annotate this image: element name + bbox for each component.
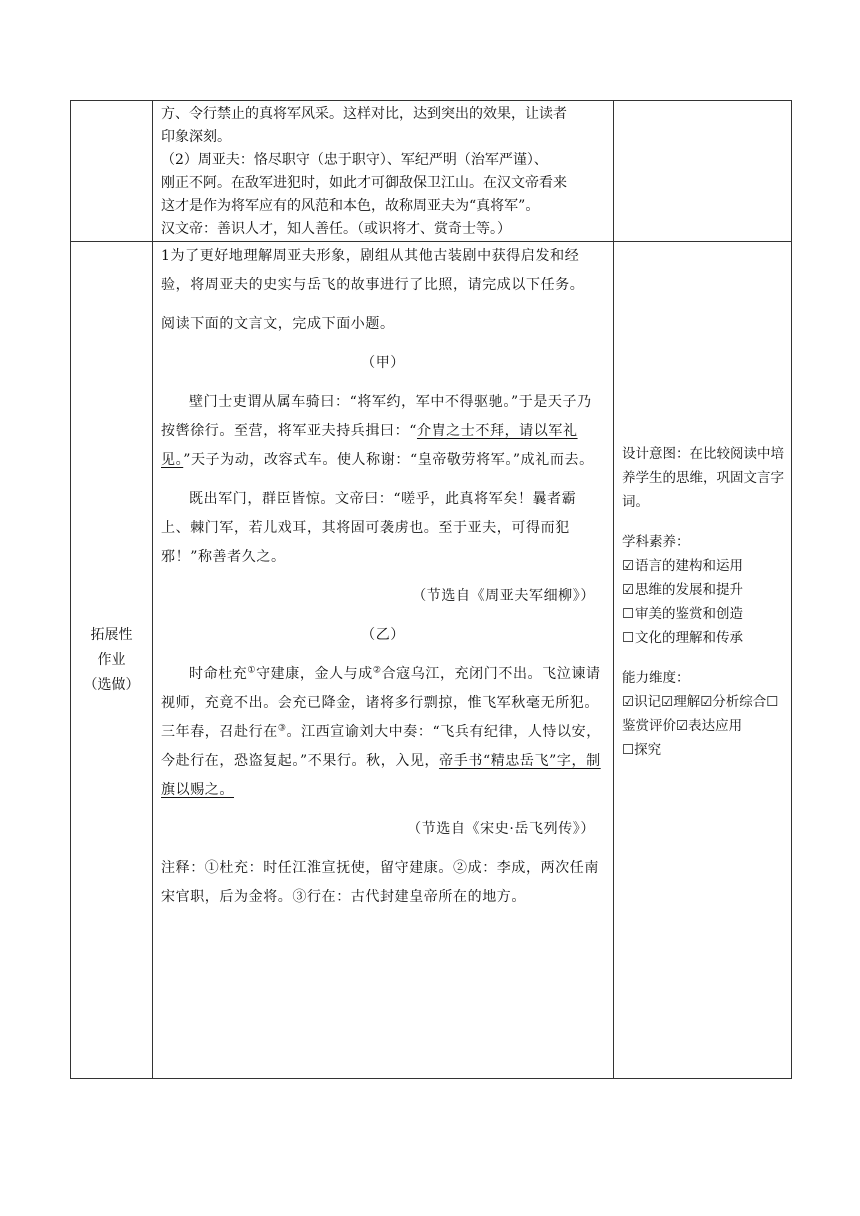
analysis-cell (153, 101, 614, 242)
analysis-line: 刚正不阿。在敌军进犯时，如此才可御敌保卫江山。在汉文帝看来 (161, 175, 567, 191)
row-label-line: 拓展性 (90, 626, 133, 643)
jia-underlined-sentence: 介胄之士不拜，请以军礼见。 (161, 423, 578, 468)
literacy-label: 审美的鉴赏和创造 (635, 606, 743, 622)
label-cell-empty (71, 101, 153, 242)
analysis-line: （2）周亚夫：恪尽职守（忠于职守）、军纪严明（治军严谨）、 (161, 152, 548, 168)
jia-text: 壁门士吏谓从属车骑曰：“将军约，军中不得驱驰。”于是天子乃按辔徐行。至营，将军亚夫持兵揖曰：“ (161, 394, 592, 439)
analysis-line: 印象深刻。 (161, 129, 231, 145)
annotation-notes: 注释：①杜充：时任江淮宣抚使，留守建康。②成：李成，两次任南宋官职，后为金将。③行在：古代封建皇帝所在的地方。 (161, 860, 599, 905)
passage-jia-title: （甲） (361, 355, 405, 371)
ability-title: 能力维度： (622, 670, 690, 686)
footnote-mark: ③ (277, 723, 287, 734)
passage-jia-paragraph-1 (161, 388, 605, 475)
analysis-line: 这才是作为将军应有的风范和本色，故称周亚夫为“真将军”。 (161, 198, 540, 214)
passage-yi-title: （乙） (361, 627, 405, 643)
row-label-line: 作业 (97, 651, 126, 668)
literacy-item (622, 578, 785, 602)
design-notes (614, 242, 791, 762)
analysis-line: 汉文帝：善识人才，知人善任。（或识将才、赏奇士等。） (161, 221, 511, 237)
task-content (153, 242, 613, 912)
passage-jia-source: （节选自《周亚夫军细柳》） (412, 588, 595, 604)
literacy-item (622, 554, 785, 578)
task-cell (153, 242, 614, 1079)
task-intro: 1为了更好地理解周亚夫形象，剧组从其他古装剧中获得启发和经验，将周亚夫的史实与岳飞的故事进行了比照，请完成以下任务。 (161, 248, 585, 293)
checked-box-icon: ☑ (622, 582, 635, 598)
row-label-line: （选做） (83, 676, 140, 693)
yi-text: 守建康，金人与成 (256, 666, 373, 682)
ability-list: ☑识记☑理解☑分析综合☐鉴赏评价☑表达应用 (622, 694, 779, 734)
literacy-label: 思维的发展和提升 (635, 582, 743, 598)
passage-yi-paragraph (161, 660, 605, 805)
row-label (71, 623, 152, 698)
yi-text: 时命杜充 (189, 666, 248, 682)
checked-box-icon: ☑ (622, 558, 635, 574)
design-cell (614, 242, 792, 1079)
footnote-mark: ② (372, 665, 382, 676)
row-label-cell (71, 242, 153, 1079)
literacy-label: 文化的理解和传承 (635, 630, 743, 646)
unchecked-box-icon: ☐ (622, 630, 635, 646)
unchecked-box-icon: ☐ (622, 606, 635, 622)
yi-text: 合寇乌江，充闭门不出。飞泣谏请视师，充竟不出。会充已降金，诸将多行剽掠，惟飞军秋毫无所犯。三年春，召赴行在 (161, 666, 601, 740)
literacy-item (622, 626, 785, 650)
design-intent: 设计意图：在比较阅读中培养学生的思维，巩固文言字词。 (622, 446, 784, 510)
passage-yi-source: （节选自《宋史·岳飞列传》） (407, 821, 595, 837)
jia-text: ”天子为动，改容式车。使人称谢：“皇帝敬劳将军。”成礼而去。 (183, 452, 594, 468)
table-row-analysis (71, 101, 792, 242)
table-row-extended-homework (71, 242, 792, 1079)
literacy-item (622, 602, 785, 626)
literacy-label: 语言的建构和运用 (635, 558, 743, 574)
lesson-table (70, 100, 792, 1079)
analysis-line: 方、令行禁止的真将军风采。这样对比，达到突出的效果，让读者 (161, 106, 567, 122)
footnote-mark: ① (247, 665, 257, 676)
task-instruction: 阅读下面的文言文，完成下面小题。 (161, 316, 395, 332)
yi-underlined-sentence: 帝手书“精忠岳飞”字，制旗以赐之。 (161, 753, 601, 798)
analysis-content (153, 101, 613, 241)
yi-text: 。江西宣谕刘大中奏：“飞兵有纪律，人恃以安，今赴行在，恐盗复起。”不果行。秋，入见， (161, 724, 601, 769)
passage-jia-paragraph-2: 既出军门，群臣皆惊。文帝曰：“嗟乎，此真将军矣！曩者霸上、棘门军，若儿戏耳，其将固可袭虏也。至于亚夫，可得而犯邪！”称善者久之。 (161, 491, 577, 565)
ability-list: ☐探究 (622, 742, 662, 758)
side-cell-empty (614, 101, 792, 242)
literacy-title: 学科素养： (622, 534, 690, 550)
